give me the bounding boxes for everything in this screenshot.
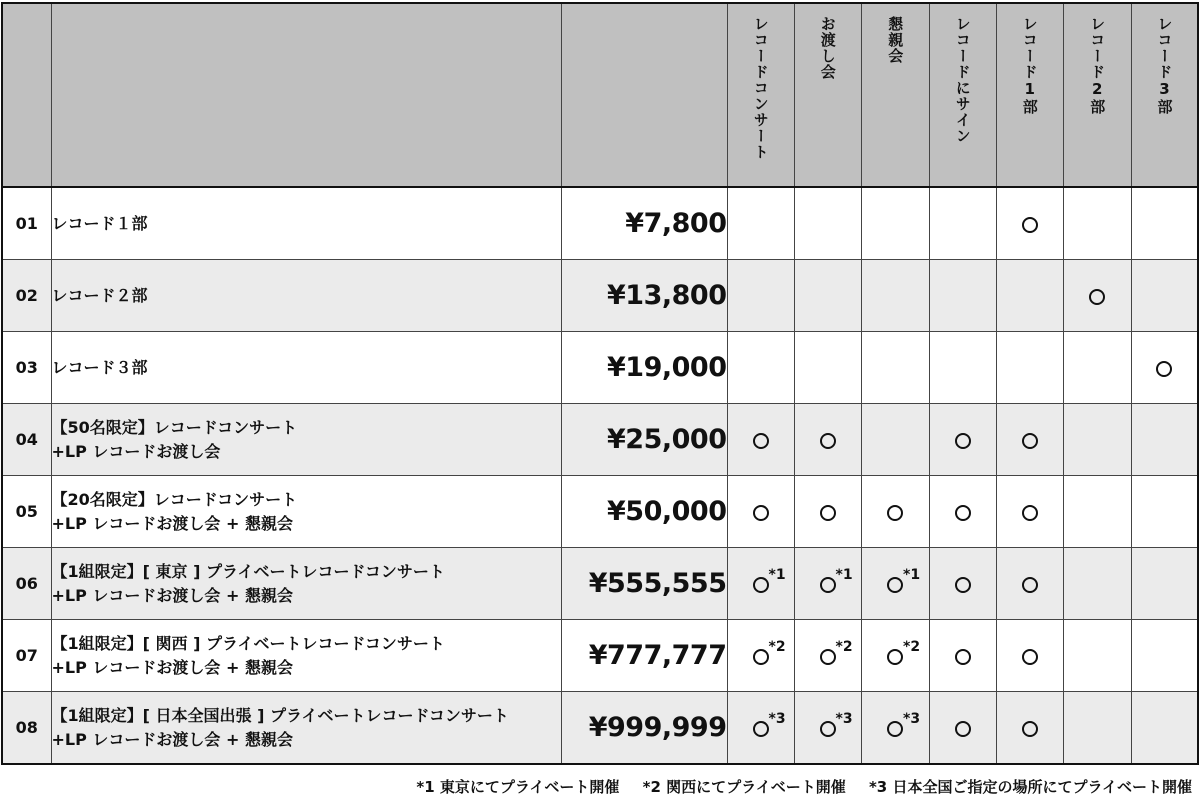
header-row	[2, 3, 1198, 187]
included-circle-icon	[1089, 289, 1105, 305]
footnote-marker: *1	[768, 566, 786, 583]
included-circle-icon	[753, 638, 786, 665]
footnote-marker: *3	[835, 710, 853, 727]
feature-cell	[929, 332, 996, 404]
feature-cell	[1063, 692, 1131, 765]
column-label: レコードコンサート	[751, 16, 770, 160]
feature-cell	[996, 620, 1063, 692]
column-header-record-concert	[727, 3, 794, 187]
included-circle-icon	[1022, 433, 1038, 449]
feature-cell	[794, 476, 861, 548]
plan-name-line-1: 【1組限定】[ 東京 ] プライベートレコードコンサート	[51, 561, 445, 581]
header-name-cell	[51, 3, 561, 187]
included-circle-icon	[820, 433, 836, 449]
header-price-cell	[561, 3, 727, 187]
feature-cell	[861, 260, 929, 332]
included-circle-icon	[1022, 217, 1038, 233]
feature-cell	[996, 260, 1063, 332]
feature-cell	[929, 187, 996, 260]
plan-price: ¥19,000	[561, 332, 727, 404]
table-row	[2, 332, 1198, 404]
feature-cell	[1063, 404, 1131, 476]
plan-name	[51, 548, 561, 620]
feature-cell	[996, 404, 1063, 476]
plan-name-line-1: 【20名限定】レコードコンサート	[51, 489, 298, 509]
table-row	[2, 404, 1198, 476]
column-header-record-1	[996, 3, 1063, 187]
plan-name-line-1: 【1組限定】[ 日本全国出張 ] プライベートレコードコンサート	[51, 705, 509, 725]
footnote-marker: *2	[903, 638, 921, 655]
feature-cell	[996, 692, 1063, 765]
feature-cell	[1131, 620, 1198, 692]
feature-cell	[861, 404, 929, 476]
feature-cell	[861, 187, 929, 260]
included-circle-icon	[820, 710, 853, 737]
feature-cell	[996, 187, 1063, 260]
footnote-marker: *1	[835, 566, 853, 583]
feature-cell	[794, 404, 861, 476]
included-circle-icon	[753, 566, 786, 593]
feature-cell	[861, 548, 929, 620]
plan-name-line-1: レコード１部	[51, 213, 148, 233]
plan-name-line-1: 【1組限定】[ 関西 ] プライベートレコードコンサート	[51, 633, 445, 653]
feature-cell	[929, 476, 996, 548]
footnote-marker: *2	[835, 638, 853, 655]
feature-cell	[1131, 187, 1198, 260]
table-row	[2, 692, 1198, 765]
table-row	[2, 548, 1198, 620]
plan-name-line-1: 【50名限定】レコードコンサート	[51, 417, 298, 437]
footnote-marker: *2	[768, 638, 786, 655]
included-circle-icon	[887, 505, 903, 521]
included-circle-icon	[955, 577, 971, 593]
included-circle-icon	[820, 566, 853, 593]
feature-cell	[727, 692, 794, 765]
plan-price: ¥7,800	[561, 187, 727, 260]
column-header-record-3	[1131, 3, 1198, 187]
included-circle-icon	[1022, 721, 1038, 737]
feature-cell	[1063, 260, 1131, 332]
plan-name-line-2: +LP レコードお渡し会 + 懇親会	[51, 513, 293, 533]
table-row	[2, 476, 1198, 548]
plan-table-body	[2, 3, 1198, 764]
included-circle-icon	[820, 505, 836, 521]
feature-cell	[727, 187, 794, 260]
plan-price: ¥999,999	[561, 692, 727, 765]
plan-table	[1, 2, 1199, 765]
row-number: 05	[2, 476, 51, 548]
plan-name-line-2: +LP レコードお渡し会 + 懇親会	[51, 729, 293, 749]
footnote-3: *3 日本全国ご指定の場所にてプライベート開催	[868, 778, 1192, 796]
footnote-2: *2 関西にてプライベート開催	[642, 778, 846, 796]
feature-cell	[1063, 548, 1131, 620]
column-label: レコード2部	[1088, 16, 1107, 115]
plan-price: ¥555,555	[561, 548, 727, 620]
feature-cell	[861, 620, 929, 692]
plan-name	[51, 692, 561, 765]
feature-cell	[929, 404, 996, 476]
plan-name	[51, 620, 561, 692]
row-number: 04	[2, 404, 51, 476]
feature-cell	[727, 548, 794, 620]
plan-name-line-2: +LP レコードお渡し会 + 懇親会	[51, 657, 293, 677]
feature-cell	[929, 260, 996, 332]
column-header-social	[861, 3, 929, 187]
footnotes	[398, 776, 1192, 797]
feature-cell	[727, 476, 794, 548]
included-circle-icon	[1022, 649, 1038, 665]
feature-cell	[861, 476, 929, 548]
footnote-marker: *3	[903, 710, 921, 727]
included-circle-icon	[1022, 577, 1038, 593]
feature-cell	[1063, 620, 1131, 692]
included-circle-icon	[955, 721, 971, 737]
feature-cell	[1131, 332, 1198, 404]
footnote-marker: *3	[768, 710, 786, 727]
column-header-record-2	[1063, 3, 1131, 187]
included-circle-icon	[1156, 361, 1172, 377]
feature-cell	[1131, 692, 1198, 765]
feature-cell	[794, 260, 861, 332]
feature-cell	[794, 187, 861, 260]
included-circle-icon	[955, 433, 971, 449]
feature-cell	[727, 620, 794, 692]
feature-cell	[727, 332, 794, 404]
included-circle-icon	[955, 649, 971, 665]
footnote-marker: *1	[903, 566, 921, 583]
feature-cell	[929, 548, 996, 620]
column-label: レコードにサイン	[953, 16, 972, 144]
row-number: 01	[2, 187, 51, 260]
column-label: レコード3部	[1155, 16, 1174, 115]
feature-cell	[861, 692, 929, 765]
included-circle-icon	[1022, 505, 1038, 521]
feature-cell	[1131, 404, 1198, 476]
plan-name	[51, 260, 561, 332]
included-circle-icon	[887, 710, 921, 737]
feature-cell	[727, 260, 794, 332]
feature-cell	[794, 548, 861, 620]
column-label: お渡し会	[818, 16, 837, 80]
feature-cell	[1131, 260, 1198, 332]
included-circle-icon	[753, 710, 786, 737]
feature-cell	[996, 332, 1063, 404]
feature-cell	[794, 692, 861, 765]
included-circle-icon	[887, 638, 921, 665]
plan-name	[51, 404, 561, 476]
table-row	[2, 620, 1198, 692]
plan-name-line-2: +LP レコードお渡し会	[51, 441, 221, 461]
feature-cell	[794, 332, 861, 404]
feature-cell	[929, 620, 996, 692]
header-num-cell	[2, 3, 51, 187]
plan-name-line-2: +LP レコードお渡し会 + 懇親会	[51, 585, 293, 605]
included-circle-icon	[753, 505, 769, 521]
table-row	[2, 260, 1198, 332]
column-label: 懇親会	[886, 16, 905, 64]
feature-cell	[1131, 548, 1198, 620]
feature-cell	[1063, 332, 1131, 404]
feature-cell	[1063, 476, 1131, 548]
column-header-sign	[929, 3, 996, 187]
included-circle-icon	[753, 433, 769, 449]
plan-price: ¥777,777	[561, 620, 727, 692]
row-number: 08	[2, 692, 51, 765]
feature-cell	[794, 620, 861, 692]
feature-cell	[1063, 187, 1131, 260]
plan-name	[51, 476, 561, 548]
row-number: 02	[2, 260, 51, 332]
feature-cell	[1131, 476, 1198, 548]
column-label: レコード1部	[1020, 16, 1039, 115]
row-number: 06	[2, 548, 51, 620]
feature-cell	[727, 404, 794, 476]
included-circle-icon	[820, 638, 853, 665]
plan-name-line-1: レコード３部	[51, 357, 148, 377]
included-circle-icon	[955, 505, 971, 521]
feature-cell	[996, 476, 1063, 548]
plan-price: ¥50,000	[561, 476, 727, 548]
row-number: 03	[2, 332, 51, 404]
plan-price: ¥13,800	[561, 260, 727, 332]
plan-name-line-1: レコード２部	[51, 285, 148, 305]
row-number: 07	[2, 620, 51, 692]
footnote-1: *1 東京にてプライベート開催	[416, 778, 620, 796]
table-row	[2, 187, 1198, 260]
column-header-handover	[794, 3, 861, 187]
plan-name	[51, 187, 561, 260]
feature-cell	[929, 692, 996, 765]
plan-name	[51, 332, 561, 404]
included-circle-icon	[887, 566, 921, 593]
feature-cell	[861, 332, 929, 404]
feature-cell	[996, 548, 1063, 620]
plan-price: ¥25,000	[561, 404, 727, 476]
